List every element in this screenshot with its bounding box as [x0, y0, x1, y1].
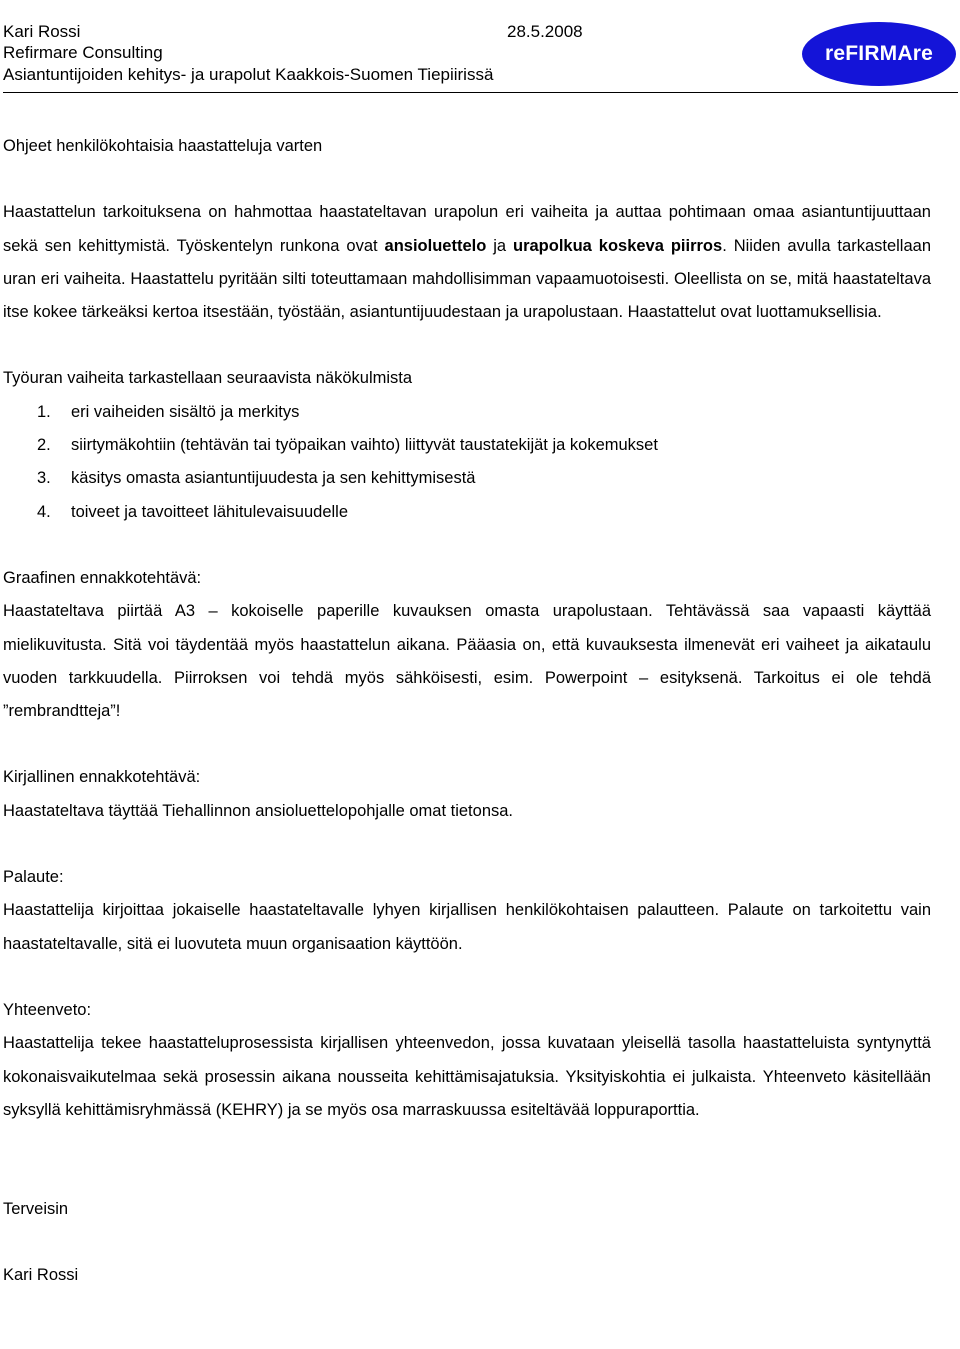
list-item: 1. eri vaiheiden sisältö ja merkitys [37, 402, 300, 421]
header-company: Refirmare Consulting [3, 43, 163, 62]
summary-text: Haastattelija tekee haastatteluprosessista kirjallisen yhteenvedon, jossa kuvataan yleisellä tasolla haastatteluista syntynyttä kokonaisvaikutelmaa sekä prosessin aikana nousseita kehittämisajatuksia. Yksityiskohtia ei julkaista. Yhteenveto käsitellään syksyllä kehittämisryhmässä (KEHRY) ja se myös osa marraskuussa esiteltävää loppuraporttia. [3, 1034, 931, 1119]
written-task-text: Haastateltava täyttää Tiehallinnon ansioluettelopohjalle omat tietonsa. [3, 801, 514, 820]
list-item: 4. toiveet ja tavoitteet lähitulevaisuudelle [37, 502, 349, 521]
feedback-heading: Palaute: [3, 868, 64, 887]
intro-bold-drawing: urapolkua koskeva piirros [513, 236, 723, 255]
page-header [3, 20, 958, 93]
refirmare-logo: reFIRMAre [802, 22, 956, 86]
phases-list [3, 396, 931, 529]
header-date: 28.5.2008 [507, 22, 583, 41]
summary-heading: Yhteenveto: [3, 1000, 92, 1019]
closing-greeting: Terveisin [3, 1200, 69, 1219]
list-item: 2. siirtymäkohtiin (tehtävän tai työpaikan vaihto) liittyvät taustatekijät ja kokemukset [37, 436, 658, 455]
header-author: Kari Rossi [3, 22, 81, 41]
feedback-text: Haastattelija kirjoittaa jokaiselle haastateltavalle lyhyen kirjallisen henkilökohtaisen palautteen. Palaute on tarkoitettu vain haastateltavalle, sitä ei luovuteta muun organisaation käyttöön. [3, 901, 931, 953]
header-project: Asiantuntijoiden kehitys- ja urapolut Kaakkois-Suomen Tiepiirissä [3, 65, 494, 84]
document-body [3, 130, 931, 1293]
closing-signature: Kari Rossi [3, 1266, 79, 1285]
document-title: Ohjeet henkilökohtaisia haastatteluja varten [3, 137, 323, 155]
graphic-task-text: Haastateltava piirtää A3 – kokoiselle paperille kuvauksen omasta urapolustaan. Tehtävässä saa vapaasti käyttää mielikuvitusta. Sitä voi täydentää myös haastattelun aikana. Pääasia on, että kuvauksesta ilmenevät eri vaiheet ja aikataulu vuoden tarkkuudella. Piirroksen voi tehdä myös sähköisesti, esim. Powerpoint – esityksenä. Tarkoitus ei ole tehdä ”rembrandtteja”! [3, 602, 931, 721]
intro-paragraph: Haastattelun tarkoituksena on hahmottaa haastateltavan urapolun eri vaiheita ja auttaa pohtimaan omaa asiantuntijuuttaan sekä sen kehittymistä. Työskentelyn runkona ovat ansioluettelo ja urapolkua koskeva piirros. Niiden avulla tarkastellaan uran eri vaiheita. Haastattelu pyritään silti toteuttamaan mahdollisimman vapaamuotoisesti. Oleellista on se, mitä haastateltava itse kokee tärkeäksi kertoa itsestään, työstään, asiantuntijuudestaan ja urapolustaan. Haastattelut ovat luottamuksellisia. [3, 203, 931, 322]
list-item: 3. käsitys omasta asiantuntijuudesta ja sen kehittymisestä [37, 469, 476, 488]
graphic-task-heading: Graafinen ennakkotehtävä: [3, 568, 202, 587]
intro-bold-cv: ansioluettelo [384, 236, 487, 255]
written-task-heading: Kirjallinen ennakkotehtävä: [3, 768, 201, 787]
phases-heading: Työuran vaiheita tarkastellaan seuraavista näkökulmista [3, 369, 413, 388]
